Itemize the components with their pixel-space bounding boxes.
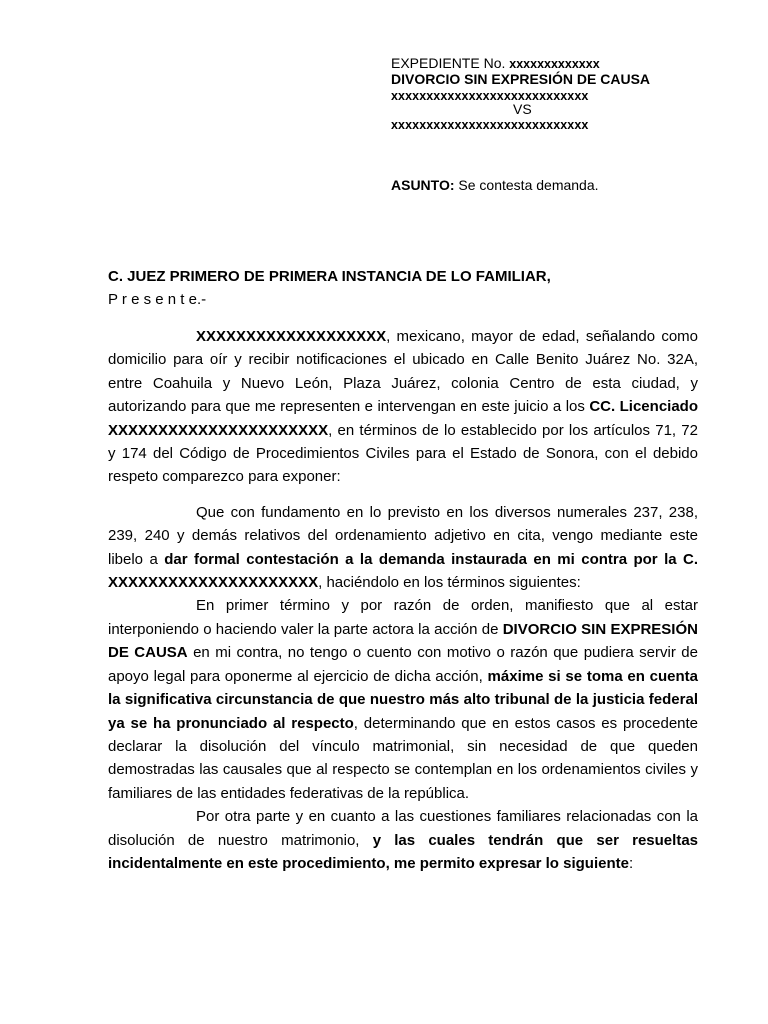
paragraph-text: :: [628, 854, 634, 872]
paragraph-text: En primer término y por razón de orden, manifiesto que al estar interponiendo o haciendo valer la parte actora la acción de: [108, 597, 698, 638]
addressee-judge: C. JUEZ PRIMERO DE PRIMERA INSTANCIA DE LO FAMILIAR,: [108, 268, 551, 285]
paragraph-gap: [108, 489, 698, 501]
case-type: DIVORCIO SIN EXPRESIÓN DE CAUSA: [391, 71, 651, 87]
paragraph-fundamento: [108, 501, 698, 595]
paragraph-text: , determinando que en estos casos es procedente declarar la disolución del vínculo matrimonial, sin necesidad de que queden demostradas las causales que al respecto se contemplan en los ordenamientos civiles y familiares de las entidades federativas de la república.: [108, 714, 699, 802]
party-one: xxxxxxxxxxxxxxxxxxxxxxxxxxxx: [391, 89, 589, 103]
paragraph-bold: y las cuales tendrán que ser resueltas incidentalmente en este procedimiento, me permito expresar lo siguiente: [108, 831, 699, 872]
addressee-presente: P r e s e n t e.-: [108, 291, 207, 308]
paragraph-text: , haciéndolo en los términos siguientes:: [318, 574, 581, 592]
document-body: [108, 325, 698, 875]
licenciado-name: CC. Licenciado XXXXXXXXXXXXXXXXXXXXXX: [108, 398, 698, 439]
versus-label: VS: [513, 101, 532, 117]
party-two: xxxxxxxxxxxxxxxxxxxxxxxxxxxx: [391, 118, 589, 132]
promovente-name: XXXXXXXXXXXXXXXXXXX: [196, 328, 387, 345]
paragraph-otra-parte: [108, 805, 698, 875]
paragraph-text: , en términos de lo establecido por los artículos 71, 72 y 174 del Código de Procedimientos Civiles para el Estado de Sonora, con el debido respeto comparezco para exponer:: [108, 421, 698, 486]
paragraph-comparecencia: [108, 325, 698, 489]
asunto-line: [391, 177, 599, 193]
asunto-value: Se contesta demanda.: [458, 177, 599, 193]
expediente-value: xxxxxxxxxxxxx: [509, 57, 600, 71]
expediente-label: EXPEDIENTE No.: [391, 55, 506, 71]
paragraph-bold: máxime si se toma en cuenta la significativa circunstancia de que nuestro más alto tribunal de la justicia federal ya se ha pronunciado al respecto: [108, 667, 698, 732]
paragraph-text: Por otra parte y en cuanto a las cuestiones familiares relacionadas con la disolución de nuestro matrimonio,: [108, 808, 698, 849]
asunto-label: ASUNTO:: [391, 177, 455, 193]
paragraph-text: en mi contra, no tengo o cuento con motivo o razón que pudiera servir de apoyo legal para oponerme al ejercicio de dicha acción,: [108, 644, 698, 685]
paragraph-text: , mexicano, mayor de edad, señalando como domicilio para oír y recibir notificaciones el ubicado en Calle Benito Juárez No. 32A, entre Coahuila y Nuevo León, Plaza Juárez, colonia Centro de esta ciudad, y autorizando para que me representen e intervengan en este juicio a los: [108, 328, 698, 416]
expediente-line: [391, 55, 600, 72]
paragraph-bold: dar formal contestación a la demanda instaurada en mi contra por la C. XXXXXXXXXXXXXXXXXXXXX: [108, 550, 698, 592]
paragraph-bold: DIVORCIO SIN EXPRESIÓN DE CAUSA: [108, 620, 698, 662]
paragraph-primer-termino: [108, 594, 698, 805]
paragraph-text: Que con fundamento en lo previsto en los diversos numerales 237, 238, 239, 240 y demás relativos del ordenamiento adjetivo en cita, vengo mediante este libelo a: [108, 503, 698, 568]
